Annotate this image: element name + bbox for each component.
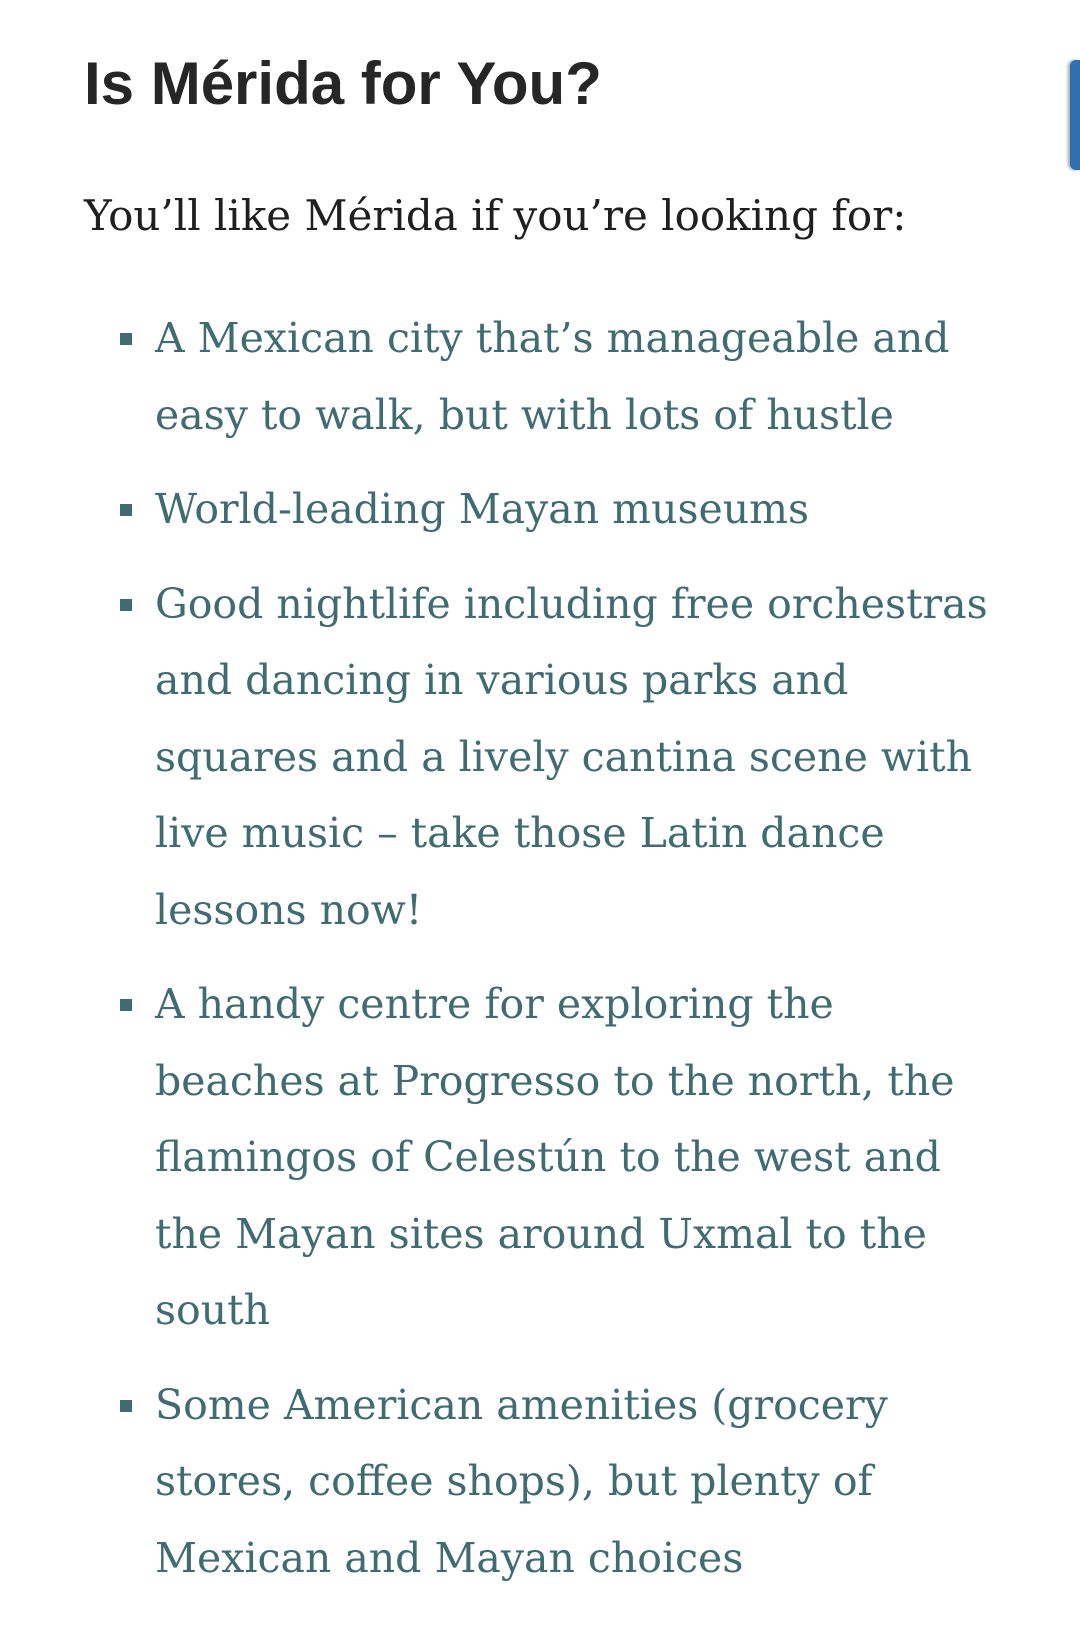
square-bullet-icon bbox=[120, 1400, 132, 1412]
square-bullet-icon bbox=[120, 599, 132, 611]
list-item-text: A Mexican city that’s manageable and easy to walk, but with lots of hustle bbox=[155, 314, 950, 439]
square-bullet-icon bbox=[120, 999, 132, 1011]
list-item-text: Good nightlife including free orchestras and dancing in various parks and squares and a lively cantina scene with live music – take those Latin dance lessons now! bbox=[155, 579, 988, 934]
feature-list bbox=[0, 300, 1080, 1614]
list-item bbox=[0, 471, 1080, 548]
list-item-text: Some American amenities (grocery stores, coffee shops), but plenty of Mexican and Mayan choices bbox=[155, 1380, 888, 1582]
list-item-text: World-leading Mayan museums bbox=[155, 485, 810, 533]
square-bullet-icon bbox=[120, 333, 132, 345]
intro-text: You’ll like Mérida if you’re looking for: bbox=[84, 191, 907, 240]
list-item bbox=[0, 566, 1080, 949]
list-item bbox=[0, 966, 1080, 1349]
list-item bbox=[0, 300, 1080, 453]
square-bullet-icon bbox=[120, 504, 132, 516]
list-item-text: A handy centre for exploring the beaches at Progresso to the north, the flamingos of Celestún to the west and the Mayan sites around Uxmal to the south bbox=[155, 980, 955, 1334]
floating-edge-tab[interactable] bbox=[1070, 60, 1080, 170]
section-heading: Is Mérida for You? bbox=[84, 50, 602, 117]
list-item bbox=[0, 1367, 1080, 1597]
